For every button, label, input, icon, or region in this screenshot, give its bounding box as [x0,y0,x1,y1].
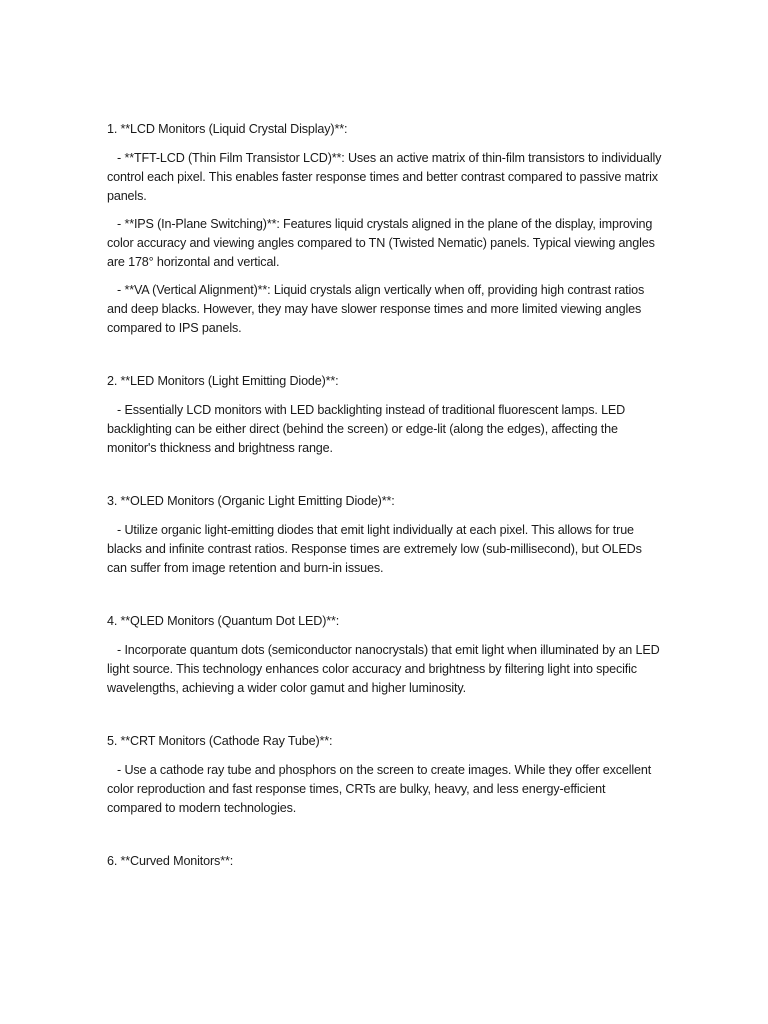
section-paragraph: - Essentially LCD monitors with LED backlighting instead of traditional fluorescent lamps. LED backlighting can be either direct (behind the screen) or edge-lit (along the edges), affecting the monitor's thickness and brightness range. [107,403,626,455]
section-heading: 5. **CRT Monitors (Cathode Ray Tube)**: [107,734,333,748]
section-paragraph: - Incorporate quantum dots (semiconductor nanocrystals) that emit light when illuminated by an LED light source. This technology enhances color accuracy and brightness by filtering light into specific wavelengths, achieving a wider color gamut and higher luminosity. [107,643,660,695]
section-paragraph: - **TFT-LCD (Thin Film Transistor LCD)**: Uses an active matrix of thin-film transistors to individually control each pixel. This enables faster response times and better contrast compared to passive matrix panels. [107,151,662,203]
section-heading: 3. **OLED Monitors (Organic Light Emitting Diode)**: [107,494,395,508]
section-paragraph: - Use a cathode ray tube and phosphors on the screen to create images. While they offer excellent color reproduction and fast response times, CRTs are bulky, heavy, and less energy-efficient compared to modern technologies. [107,763,652,815]
section-paragraph: - **VA (Vertical Alignment)**: Liquid crystals align vertically when off, providing high contrast ratios and deep blacks. However, they may have slower response times and more limited viewing angles compared to IPS panels. [107,283,645,335]
section-heading: 1. **LCD Monitors (Liquid Crystal Display)**: [107,122,348,136]
section-heading: 4. **QLED Monitors (Quantum Dot LED)**: [107,614,340,628]
section-paragraph: - Utilize organic light-emitting diodes that emit light individually at each pixel. This allows for true blacks and infinite contrast ratios. Response times are extremely low (sub-millisecond), but OLEDs can suffer from image retention and burn-in issues. [107,523,642,575]
document-page [107,120,663,871]
section-heading: 2. **LED Monitors (Light Emitting Diode)**: [107,374,339,388]
section-paragraph: - **IPS (In-Plane Switching)**: Features liquid crystals aligned in the plane of the display, improving color accuracy and viewing angles compared to TN (Twisted Nematic) panels. Typical viewing angles are 178° horizontal and vertical. [107,217,655,269]
section-heading: 6. **Curved Monitors**: [107,854,234,868]
